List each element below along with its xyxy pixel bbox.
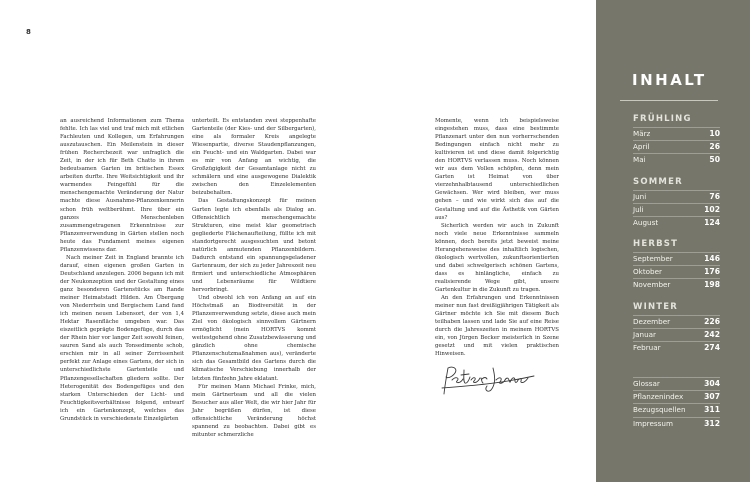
toc-entry[interactable] — [633, 341, 720, 354]
article-column-1 — [60, 117, 184, 423]
paragraph: Sicherlich werden wir auch in Zukunft noch viele neue Erkenntnisse sammeln können, doch bereits jetzt beweist meine Herangehensweise des inhaltlich logischen, ökologisch wertvollen, zukunftsorientierten und dabei schwelgerisch schönen Gartens, dass es hinlängliche, einfach zu realisierende Wege gibt, unsere Gartenkultur in die Zukunft zu tragen. — [435, 222, 559, 293]
toc-entry-label: Februar — [633, 343, 661, 353]
toc-entry-page: 76 — [709, 192, 720, 201]
toc-entry[interactable] — [633, 216, 720, 229]
toc-section-fruehling — [633, 114, 720, 167]
paragraph: An den Erfahrungen und Erkenntnissen meiner nun fast dreißigjährigen Tätigkeit als Gärtner möchte ich Sie mit diesem Buch teilhaben lassen und lade Sie auf eine Reise durch die Jahreszeiten in meinem HORTVS ein, von Jürgen Becker meisterlich in Szene gesetzt und mit vielen praktischen Hinweisen. — [435, 295, 559, 358]
toc-entry-label: September — [633, 254, 673, 263]
toc-entry[interactable] — [633, 403, 720, 416]
toc-section-heading: WINTER — [633, 302, 679, 312]
toc-entry-label: Pflanzenindex — [633, 392, 684, 402]
toc-entry[interactable] — [633, 190, 720, 203]
paragraph: Momente, wenn ich beispielsweise eingestehen muss, dass eine bestimmte Pflanzenart unter den nun vorherrschenden Bedingungen einfach nicht mehr zu kultivieren ist und diese damit folgerichtig den HORTVS verlassen muss. Noch können wir aus dem Vollen schöpfen, denn mein Garten ist Heimat von über vierzehnhalbtausend unterschiedlichen Gewächsen. Wer wird bleiben, wer muss gehen – und wie wirkt sich das auf die Gestaltung und auf die Ästhetik von Gärten aus? — [435, 118, 559, 221]
toc-entry-label: Dezember — [633, 317, 671, 326]
toc-entry-page: 124 — [704, 218, 720, 228]
toc-entry[interactable] — [633, 417, 720, 430]
toc-entry-page: 26 — [709, 142, 720, 152]
toc-entry[interactable] — [633, 315, 720, 328]
toc-entry[interactable] — [633, 140, 720, 153]
toc-section-winter — [633, 302, 720, 355]
author-signature — [438, 362, 538, 398]
toc-section-herbst — [633, 239, 720, 292]
table-of-contents — [596, 0, 750, 482]
toc-entry-label: Impressum — [633, 418, 673, 428]
toc-entry[interactable] — [633, 377, 720, 390]
toc-entry-page: 146 — [704, 254, 720, 263]
paragraph: Und obwohl ich von Anfang an auf ein Höchstmaß an Biodiversität in der Pflanzenverwendung setzte, diese auch mein Ziel von ökologisch sinnvollem Gärtnern ermöglicht (mein HORTVS kommt weitestgehend ohne Zusatzbewässerung und gänzlich ohne chemische Pflanzenschutzmaßnahmen aus), veränderte sich das Gesamtbild des Gartens durch die klimatische Verschiebung innerhalb der letzten fünfzehn Jahre eklatant. — [192, 295, 316, 382]
toc-entry[interactable] — [633, 127, 720, 140]
toc-entry-label: Januar — [633, 330, 656, 340]
page-number: 8 — [26, 28, 31, 36]
toc-entry-label: Bezugsquellen — [633, 405, 686, 415]
toc-section-heading: HERBST — [633, 239, 679, 249]
toc-section-heading: SOMMER — [633, 177, 683, 187]
paragraph: unterteilt. Es entstanden zwei steppenhafte Gartenteile (der Kies- und der Silbergarten), eine als formaler Kreis angelegte Wiesenpartie, diverse Staudenpflanzungen, ein Feucht- und ein Waldgarten. Dabei war es mir von Anfang an wichtig, die Großzügigkeit der Gesamtanlage nicht zu schmälern und eine ausgewogene Dialektik zwischen den Einzelelementen beizubehalten. — [192, 118, 316, 197]
toc-section-heading: FRÜHLING — [633, 114, 692, 124]
toc-entry[interactable] — [633, 265, 720, 278]
toc-section-sommer — [633, 177, 720, 230]
toc-entry[interactable] — [633, 328, 720, 341]
toc-entry-page: 102 — [704, 205, 720, 215]
article-column-2 — [192, 117, 316, 439]
toc-entry-page: 50 — [709, 155, 720, 165]
toc-entry-page: 226 — [704, 317, 720, 326]
toc-entry-label: Juni — [633, 192, 647, 201]
paragraph: an ausreichend Informationen zum Thema fehlte. Ich las viel und traf mich mit etlichen Fachleuten und Kollegen, um Erfahrungen auszutauschen. Ein Meilenstein in dieser frühen Recherchezeit war unfraglich die Zeit, in der ich für Beth Chatto in ihrem bedeutsamen Garten im britischen Essex arbeiten durfte. Ihre Weitsichtigkeit und ihr warmendes Feingefühl für die menschengemachte Veränderung der Natur machte diese Ausnahme-Pflanzenkennerin schon früh weltberühmt. Ihre über ein ganzes Menschenleben zusammengetragenen Erkenntnisse zur Pflanzenverwendung in Gärten stellen noch heute das Fundament meines eigenen Pflanzenwissens dar. — [60, 118, 184, 253]
toc-entry[interactable] — [633, 390, 720, 403]
toc-entry-page: 176 — [704, 267, 720, 277]
toc-entry-page: 311 — [704, 405, 720, 415]
toc-entry[interactable] — [633, 203, 720, 216]
paragraph: Für meinen Mann Michael Frinke, mich, mein Gärtnerteam und all die vielen Besucher aus aller Welt, die wir hier Jahr für Jahr begrüßen dürfen, ist diese offensichtliche Veränderung höchst spannend zu beobachten. Dabei gibt es mitunter schmerzliche — [192, 383, 316, 438]
toc-entry-page: 312 — [704, 418, 720, 428]
toc-entry-label: Mai — [633, 155, 646, 165]
toc-entry-page: 10 — [709, 129, 720, 138]
toc-entry-label: Juli — [633, 205, 644, 215]
toc-entry-label: Oktober — [633, 267, 662, 277]
toc-entry-page: 198 — [704, 280, 720, 290]
toc-entry-page: 307 — [704, 392, 720, 402]
toc-entry-label: März — [633, 129, 651, 138]
toc-entry-page: 242 — [704, 330, 720, 340]
toc-entry-page: 274 — [704, 343, 720, 353]
toc-entry-label: Glossar — [633, 379, 660, 388]
toc-section-appendix — [633, 377, 720, 430]
toc-entry[interactable] — [633, 278, 720, 291]
toc-entry[interactable] — [633, 252, 720, 265]
toc-entry-label: April — [633, 142, 650, 152]
toc-entry-label: November — [633, 280, 671, 290]
toc-entry-label: August — [633, 218, 659, 228]
toc-title: INHALT — [632, 71, 707, 89]
toc-entry-page: 304 — [704, 379, 720, 388]
article-column-3 — [435, 117, 559, 358]
toc-entry[interactable] — [633, 153, 720, 166]
paragraph: Nach meiner Zeit in England brannte ich darauf, einen eigenen großen Garten in Deutschland anzulegen. 2006 begann ich mit der Neukonzeption und der Gestaltung eines ganz besonderen Gartenstücks am Rande meiner Heimatstadt Hilden. Am Übergang von Niederrhein und Bergischem Land fand ich meinen neuen Lebensort, der von 1,4 Hektar Rasenfläche umgeben war. Das eiszeitlich geprägte Bodengefüge, durch das der Rhein hier vor langer Zeit sowohl feinen, sauren Sand als auch Tonsedimente schob, erschien mir in all seiner Zerrissenheit perfekt zur Anlage eines Gartens, der sich in unterschiedlichste Gartenteile und Pflanzengesellschaften gliedern sollte. Der Heterogenität des Bodengefüges und den starken Unterschieden der Licht- und Feuchtigkeitsverhältnisse folgend, entwarf ich ein Gartenkonzept, welches das Grundstück in verschiedenste Einzelgärten — [60, 254, 184, 422]
toc-title-divider — [620, 100, 718, 101]
paragraph: Das Gestaltungskonzept für meinen Garten legte ich ebenfalls als Dialog an. Offensichtlich menschengemachte Strukturen, eine meist klar geometrisch gegliederte Flächenaufteilung, füllte ich mit standortgerecht ausgesuchten und betont natürlich anmutenden Pflanzenbildern. Dadurch entstand ein spannungsgeladener Gartenraum, der sich zu jeder Jahreszeit neu firmiert und unterschiedliche Atmosphären und Lebensräume für Wildtiere hervorbringt. — [192, 198, 316, 293]
